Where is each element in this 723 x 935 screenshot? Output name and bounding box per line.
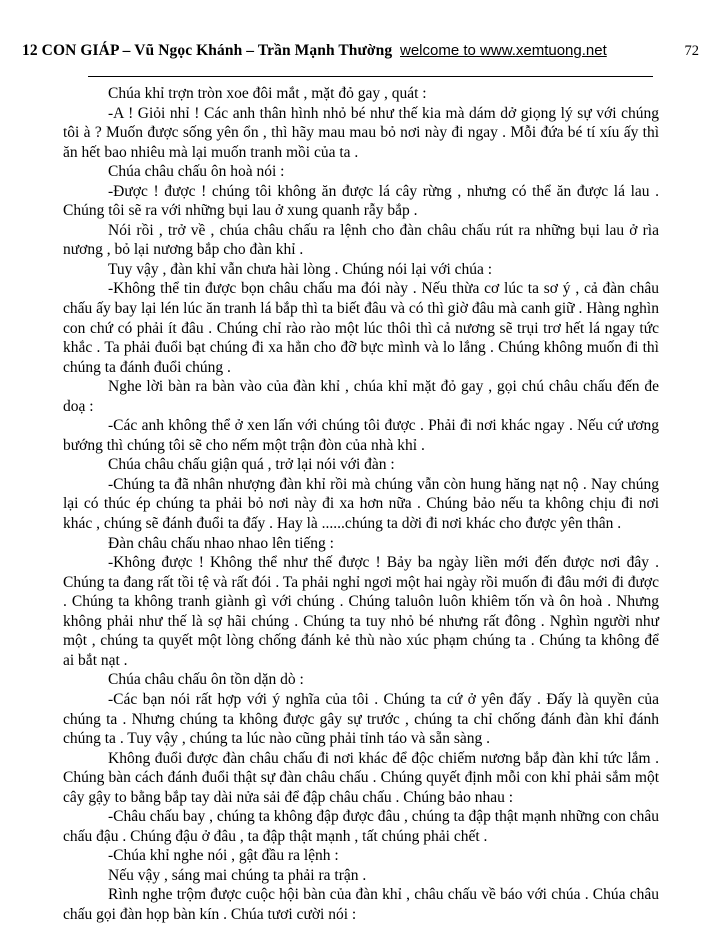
- paragraph: -A ! Giỏi nhỉ ! Các anh thân hình nhỏ bé như thế kia mà dám dở giọng lý sự với chúng tôi à ? Muốn được sống yên ổn , thì hãy mau mau bỏ nơi này đi ngay . Mỗi đứa bé tí xíu ấy thì ăn hết bao nhiêu mà lại muốn tranh mồi của ta .: [63, 104, 659, 161]
- paragraph-list: [63, 84, 659, 925]
- paragraph: Chúa châu chấu giận quá , trở lại nói với đàn :: [108, 456, 395, 474]
- page-header: [0, 42, 723, 64]
- website-link[interactable]: welcome to www.xemtuong.net: [400, 42, 607, 59]
- paragraph: Tuy vậy , đàn khỉ vẫn chưa hài lòng . Chúng nói lại với chúa :: [108, 260, 493, 278]
- paragraph: -Không được ! Không thể như thế được ! Bảy ba ngày liền mới đến được nơi đây . Chúng ta đang rất tồi tệ và rất đói . Ta phải nghỉ ngơi một hai ngày rồi muốn đi đâu mới đi được . Chúng ta không tranh giành gì với chúng . Chúng taluôn luôn khiêm tốn và ôn hoà . Nhưng không phải như thế là sợ hãi chúng . Chúng ta tuy nhỏ bé nhưng rất đông . Nghìn người như một , chúng ta quyết một lòng chống đánh kẻ thù nào xúc phạm chúng ta . Chúng ta không để ai bắt nạt .: [63, 554, 659, 669]
- paragraph: Chúa châu chấu ôn hoà nói :: [108, 163, 285, 181]
- paragraph: Rình nghe trộm được cuộc hội bàn của đàn khỉ , châu chấu về báo với chúa . Chúa châu chấu gọi đàn họp bàn kín . Chúa tươi cười nói :: [63, 886, 659, 923]
- paragraph: Không đuổi được đàn châu chấu đi nơi khác để độc chiếm nương bắp đàn khỉ tức lắm . Chúng bàn cách đánh đuổi thật sự đàn châu chấu . Chúng quyết định mỗi con khỉ phải sắm một cây gậy to bằng bắp tay dài nửa sải để đập châu chấu . Chúng bảo nhau :: [63, 749, 659, 806]
- paragraph: -Được ! được ! chúng tôi không ăn được lá cây rừng , nhưng có thể ăn được lá lau . Chúng tôi sẽ ra với những bụi lau ở xung quanh rẫy bắp .: [63, 182, 659, 220]
- paragraph: -Không thể tin được bọn châu chấu ma đói này . Nếu thừa cơ lúc ta sơ ý , cả đàn châu chấu ấy bay lại lén lúc ăn tranh lá bắp thì ta biết đâu và có thì giờ đâu mà canh giữ . Hàng nghìn con chứ có phải ít đâu . Chúng chỉ rào rào một lúc thôi thì cả nương sẽ trụi trơ hết lá ngay tức khắc . Ta phải đuổi bạt chúng đi xa hẳn cho đỡ bực mình và lo lắng . Chúng không muốn đi thì chúng ta đánh đuổi chúng .: [63, 280, 659, 376]
- book-title: 12 CON GIÁP – Vũ Ngọc Khánh – Trần Mạnh Thường: [22, 42, 393, 59]
- paragraph: Đàn châu chấu nhao nhao lên tiếng :: [108, 534, 334, 552]
- paragraph: -Các anh không thể ở xen lấn với chúng tôi được . Phải đi nơi khác ngay . Nếu cứ ương bướng thì chúng tôi sẽ cho nếm một trận đòn của nhà khỉ .: [63, 417, 659, 454]
- header-divider: [88, 76, 653, 77]
- paragraph: Chúa khỉ trợn tròn xoe đôi mắt , mặt đỏ gay , quát :: [108, 85, 427, 102]
- page-number: 72: [684, 43, 699, 59]
- paragraph: Nghe lời bàn ra bàn vào của đàn khỉ , chúa khỉ mặt đỏ gay , gọi chú châu chấu đến đe doạ :: [63, 378, 659, 415]
- paragraph: -Chúa khỉ nghe nói , gật đầu ra lệnh :: [108, 847, 339, 865]
- paragraph: Chúa châu chấu ôn tồn dặn dò :: [108, 671, 304, 689]
- paragraph: -Châu chấu bay , chúng ta không đập được đâu , chúng ta đập thật mạnh những con châu chấu đậu . Chúng đậu ở đâu , ta đập thật mạnh , tất chúng phải chết .: [63, 808, 659, 845]
- paragraph: Nếu vậy , sáng mai chúng ta phải ra trận .: [108, 866, 367, 884]
- paragraph: Nói rồi , trở về , chúa châu chấu ra lệnh cho đàn châu chấu rút ra những bụi lau ở rìa nương , bỏ lại nương bắp cho đàn khỉ .: [63, 221, 659, 259]
- paragraph: -Các bạn nói rất hợp với ý nghĩa của tôi . Chúng ta cứ ở yên đấy . Đấy là quyền của chúng ta . Nhưng chúng ta không được gây sự trước , chúng ta chỉ chống đánh đàn khỉ đánh chúng ta . Tuy vậy , chúng ta lúc nào cũng phải tỉnh táo và sẵn sàng .: [63, 690, 659, 748]
- paragraph: -Chúng ta đã nhân nhượng đàn khỉ rồi mà chúng vẫn còn hung hăng nạt nộ . Nay chúng lại có thúc ép chúng ta phải bỏ nơi này đi xa hơn nữa . Chúng bảo nếu ta không chịu đi nơi khác , chúng sẽ đánh đuổi ta đấy . Hay là ......chúng ta dời đi nơi khác cho được yên thân .: [63, 475, 659, 533]
